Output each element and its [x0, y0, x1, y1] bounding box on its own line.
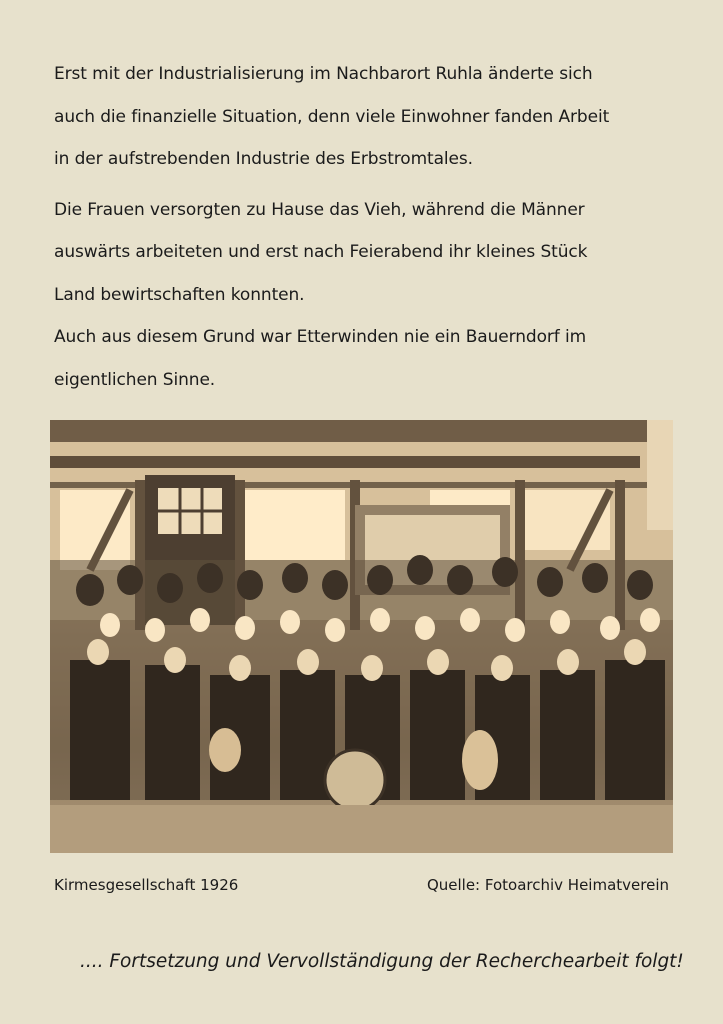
text-line: auswärts arbeiteten und erst nach Feierabend ihr kleines Stück [54, 242, 588, 262]
continuation-note: .... Fortsetzung und Vervollständigung der Recherchearbeit folgt! [80, 951, 684, 972]
text-line: Land bewirtschaften konnten. [54, 284, 305, 305]
text-line: auch die finanzielle Situation, denn viele Einwohner fanden Arbeit [54, 106, 610, 127]
photo-illustration [50, 420, 673, 853]
photo-source: Quelle: Fotoarchiv Heimatverein [426, 876, 669, 894]
body-text [54, 53, 694, 401]
text-line: in der aufstrebenden Industrie des Erbstromtales. [54, 149, 473, 169]
text-line: Auch aus diesem Grund war Etterwinden nie ein Bauerndorf im [54, 327, 587, 347]
text-line: eigentlichen Sinne. [54, 369, 216, 390]
text-line: Die Frauen versorgten zu Hause das Vieh, während die Männer [54, 199, 585, 220]
text-line: Erst mit der Industrialisierung im Nachbarort Ruhla änderte sich [54, 64, 593, 84]
historic-group-photo [50, 420, 673, 853]
photo-caption: Kirmesgesellschaft 1926 [54, 876, 239, 894]
